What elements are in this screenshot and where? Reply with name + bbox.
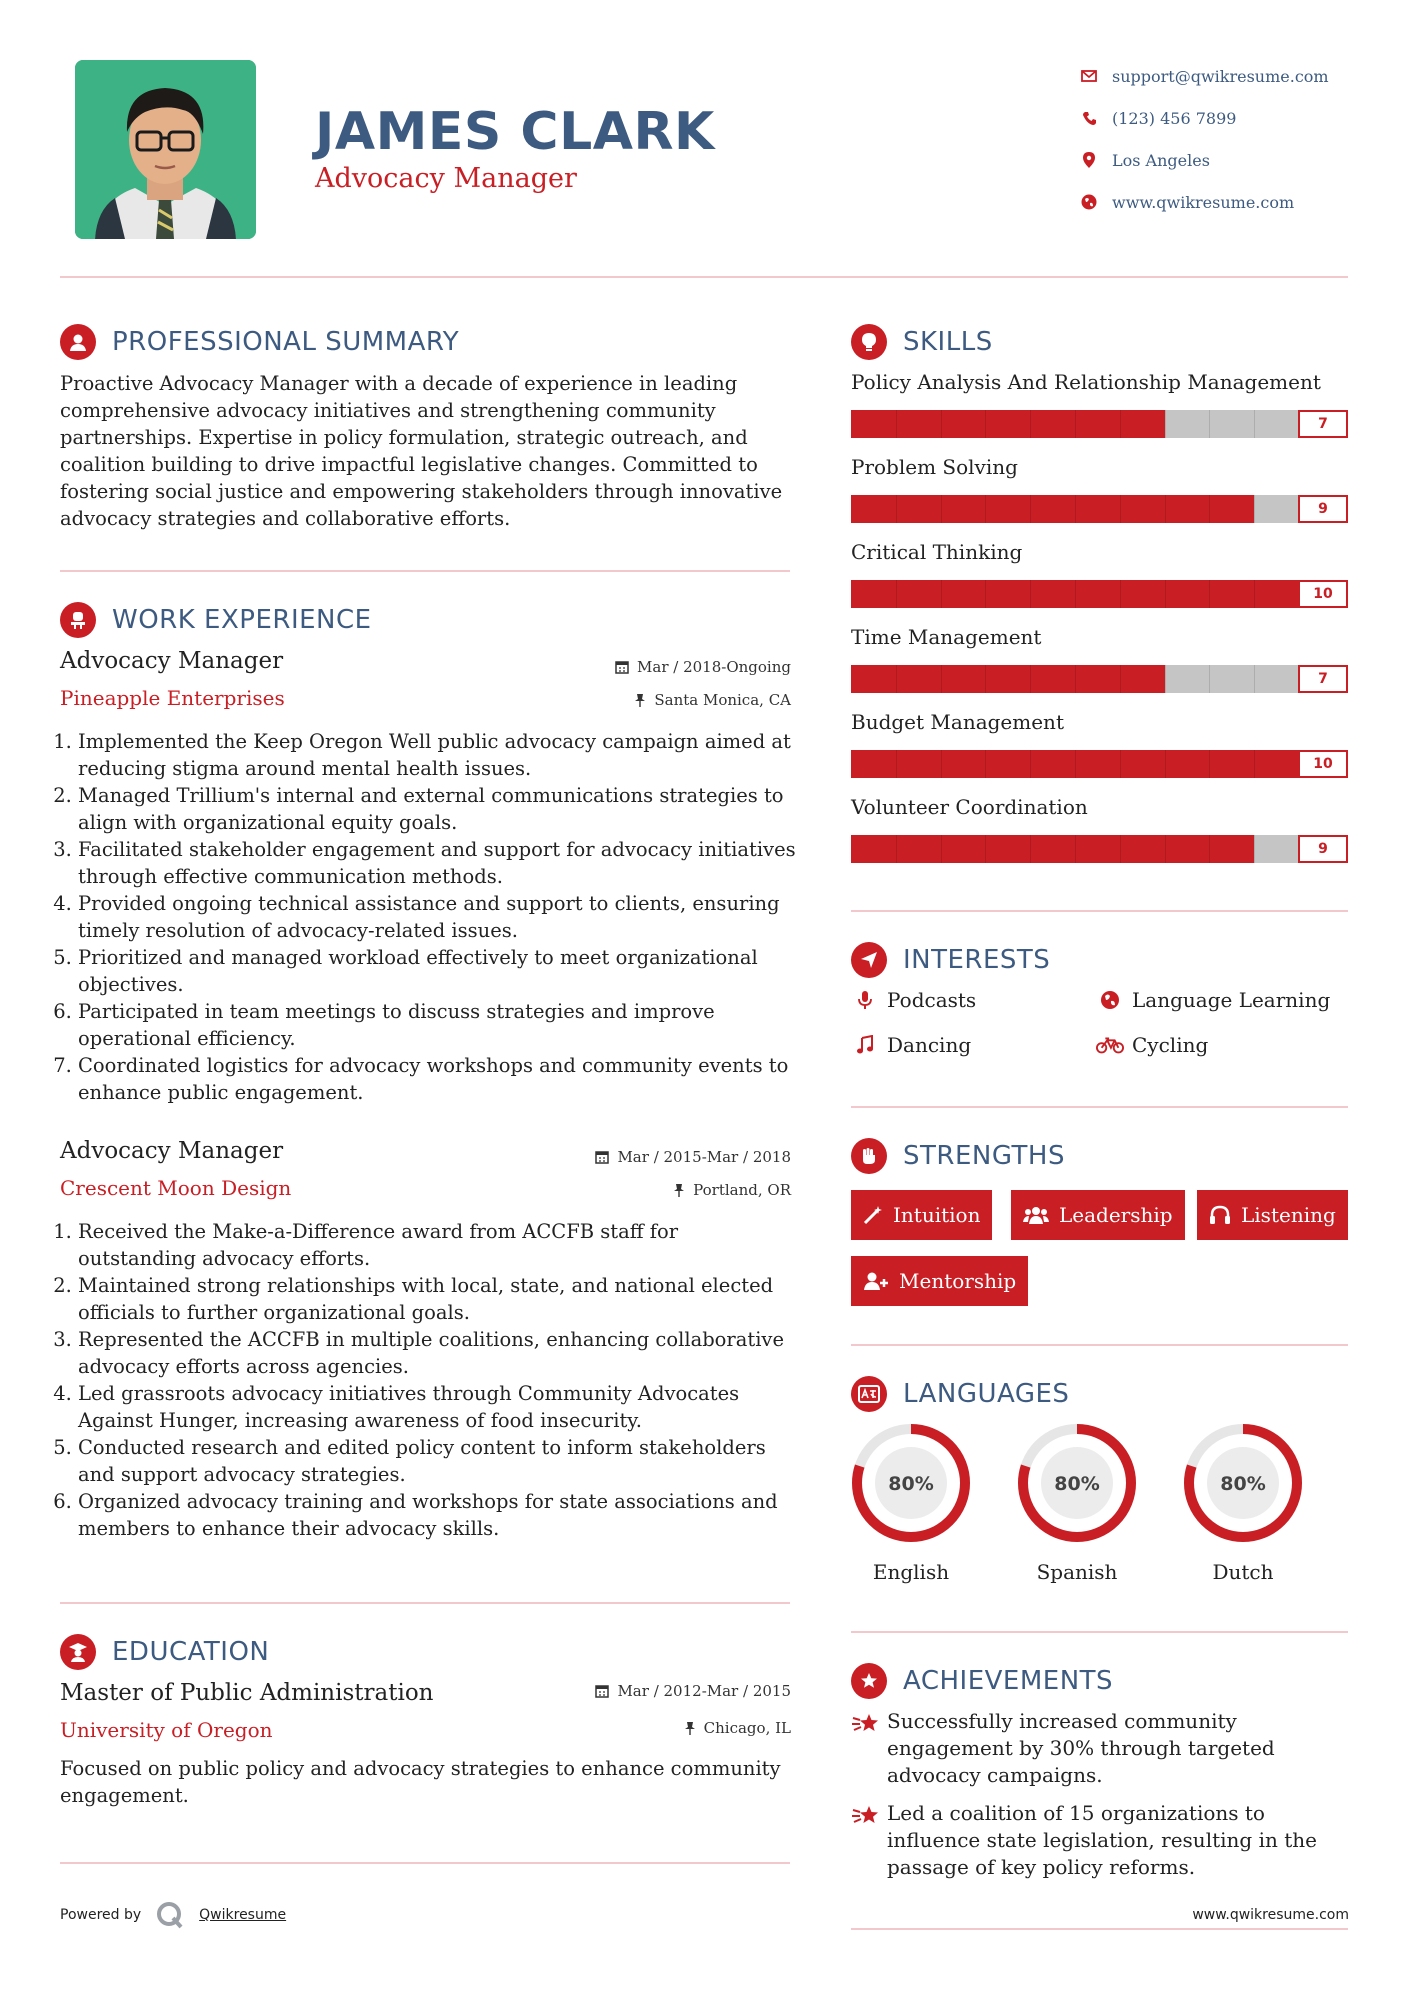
skill-bar-fill (851, 665, 1165, 693)
strength-label: Intuition (893, 1203, 981, 1227)
duty-item: 7. Coordinated logistics for advocacy workshops and community events to enhance public engagement. (78, 1052, 800, 1106)
education-dates (595, 1682, 791, 1700)
interest-item (851, 988, 976, 1012)
brand-link[interactable]: Qwikresume (199, 1907, 287, 1923)
interest-item (1096, 1033, 1208, 1057)
skill-bar-segment (941, 750, 942, 778)
job-1-dates (615, 658, 791, 676)
duty-item: 5. Prioritized and managed workload effectively to meet organizational objectives. (78, 944, 800, 998)
candidate-role: Advocacy Manager (315, 163, 577, 194)
header-divider (60, 276, 1348, 278)
footer-site[interactable]: www.qwikresume.com (1192, 1907, 1349, 1923)
experience-divider (60, 1602, 790, 1604)
skill-bar-segment (1075, 495, 1076, 523)
skill-bar-segment (1165, 495, 1166, 523)
strength-chip-listening (1197, 1190, 1348, 1240)
duty-item: 1. Received the Make-a-Difference award from ACCFB staff for outstanding advocacy efforts. (78, 1218, 800, 1272)
contact-email-text: support@qwikresume.com (1112, 66, 1329, 86)
skill-name: Problem Solving (851, 455, 1018, 479)
briefcase-icon (60, 602, 96, 638)
globe-icon (1096, 990, 1124, 1010)
interest-item (1096, 988, 1330, 1012)
language-item (1182, 1422, 1304, 1584)
experience-section-header (60, 602, 372, 638)
skill-name: Critical Thinking (851, 540, 1023, 564)
location-pin-icon (1072, 152, 1106, 168)
strengths-title: STRENGTHS (903, 1141, 1065, 1171)
skill-bar-segment (941, 835, 942, 863)
interest-item (851, 1033, 971, 1057)
skill-bar-segment (1165, 580, 1166, 608)
job-2-duties (60, 1218, 800, 1542)
skill-bar-segment (941, 580, 942, 608)
language-donut (850, 1422, 972, 1544)
duty-item: 1. Implemented the Keep Oregon Well public advocacy campaign aimed at reducing stigma around mental health issues. (78, 728, 800, 782)
language-item (1016, 1422, 1138, 1584)
skill-bar-segment (1120, 665, 1121, 693)
skill-bar-segment (1254, 665, 1255, 693)
job-1-title: Advocacy Manager (60, 648, 284, 674)
interest-label: Cycling (1132, 1033, 1209, 1057)
languages-title: LANGUAGES (903, 1379, 1070, 1409)
user-plus-icon (863, 1271, 889, 1291)
skill-bar (851, 835, 1299, 863)
calendar-icon (595, 1150, 609, 1164)
job-1-location (634, 691, 791, 709)
job-2-dates-text: Mar / 2015-Mar / 2018 (617, 1148, 791, 1166)
skill-bar-segment (1030, 750, 1031, 778)
skill-bar-segment (1165, 665, 1166, 693)
shooting-star-icon (851, 1708, 887, 1789)
language-item (850, 1422, 972, 1584)
strength-chip-intuition (851, 1190, 992, 1240)
skill-bar-segment (1209, 410, 1210, 438)
globe-icon (1072, 194, 1106, 210)
duty-item: 3. Facilitated stakeholder engagement and support for advocacy initiatives through effective communication methods. (78, 836, 800, 890)
skill-bar-segment (1165, 835, 1166, 863)
headphones-icon (1209, 1205, 1231, 1225)
languages-divider (851, 1631, 1348, 1633)
shooting-star-icon (851, 1800, 887, 1881)
skill-bar-segment (1209, 665, 1210, 693)
language-donut (1016, 1422, 1138, 1544)
contact-phone-text: (123) 456 7899 (1112, 108, 1237, 128)
skill-bar-fill (851, 410, 1165, 438)
skill-bar-segment (896, 750, 897, 778)
skill-bar-segment (1254, 580, 1255, 608)
summary-title: PROFESSIONAL SUMMARY (112, 327, 460, 357)
skill-bar-segment (985, 750, 986, 778)
strength-label: Mentorship (899, 1269, 1017, 1293)
skill-bar-segment (896, 835, 897, 863)
skill-bar-segment (1030, 580, 1031, 608)
graduate-icon (60, 1634, 96, 1670)
skill-bar-segment (1120, 580, 1121, 608)
duty-item: 5. Conducted research and edited policy content to inform stakeholders and support advocacy strategies. (78, 1434, 800, 1488)
skill-level: 9 (1298, 835, 1348, 863)
job-2-title: Advocacy Manager (60, 1138, 284, 1164)
skill-name: Volunteer Coordination (851, 795, 1088, 819)
interests-section-header (851, 942, 1050, 978)
language-percent: 80% (888, 1473, 934, 1495)
duty-item: 6. Participated in team meetings to discuss strategies and improve operational efficiency. (78, 998, 800, 1052)
skill-bar-segment (985, 580, 986, 608)
achievement-item (851, 1708, 1351, 1789)
language-donut (1182, 1422, 1304, 1544)
music-note-icon (851, 1035, 879, 1055)
duty-item: 4. Provided ongoing technical assistance and support to clients, ensuring timely resolution of advocacy-related issues. (78, 890, 800, 944)
skill-bar-segment (1075, 410, 1076, 438)
email-icon (1072, 70, 1106, 82)
skill-bar-segment (1120, 835, 1121, 863)
skill-bar-segment (985, 410, 986, 438)
contact-email[interactable] (1072, 55, 1382, 97)
calendar-icon (595, 1684, 609, 1698)
duty-item: 2. Maintained strong relationships with local, state, and national elected officials to further organizational goals. (78, 1272, 800, 1326)
education-divider (60, 1862, 790, 1864)
job-2-location (673, 1181, 791, 1199)
skill-level: 10 (1298, 750, 1348, 778)
skill-bar-segment (1254, 410, 1255, 438)
skill-level: 7 (1298, 410, 1348, 438)
summary-divider (60, 570, 790, 572)
interest-label: Dancing (887, 1033, 972, 1057)
achievements-section-header (851, 1663, 1113, 1699)
languages-section-header (851, 1376, 1069, 1412)
skill-bar (851, 410, 1299, 438)
achievement-text: Successfully increased community engagement by 30% through targeted advocacy campaigns. (887, 1709, 1275, 1787)
magic-wand-icon (863, 1205, 883, 1225)
education-location (684, 1719, 791, 1737)
skills-section-header (851, 324, 993, 360)
skills-divider (851, 910, 1348, 912)
skill-bar-segment (985, 495, 986, 523)
achievement-item (851, 1800, 1351, 1881)
skill-bar-segment (1165, 410, 1166, 438)
skill-bar-segment (985, 665, 986, 693)
skill-bar-segment (1165, 750, 1166, 778)
job-1-company: Pineapple Enterprises (60, 686, 285, 710)
summary-section-header (60, 324, 459, 360)
skill-bar-segment (896, 410, 897, 438)
skill-bar-segment (985, 835, 986, 863)
education-degree: Master of Public Administration (60, 1680, 434, 1706)
translate-icon (851, 1376, 887, 1412)
interests-divider (851, 1106, 1348, 1108)
language-name: Spanish (1036, 1560, 1118, 1584)
job-1-duties (60, 728, 800, 1106)
language-name: Dutch (1212, 1560, 1274, 1584)
interests-title: INTERESTS (903, 945, 1051, 975)
strengths-divider (851, 1344, 1348, 1346)
skill-level: 7 (1298, 665, 1348, 693)
user-icon (60, 324, 96, 360)
education-location-text: Chicago, IL (703, 1719, 791, 1737)
job-2-dates (595, 1148, 791, 1166)
duty-item: 6. Organized advocacy training and workshops for state associations and members to enhance their advocacy skills. (78, 1488, 800, 1542)
qwikresume-logo-icon (155, 1900, 185, 1930)
skill-bar-segment (1209, 495, 1210, 523)
skill-bar-segment (896, 580, 897, 608)
skill-bar-segment (1030, 665, 1031, 693)
language-percent: 80% (1220, 1473, 1266, 1495)
education-description: Focused on public policy and advocacy strategies to enhance community engagement. (60, 1757, 781, 1807)
achievements-title: ACHIEVEMENTS (903, 1666, 1114, 1696)
contact-location (1072, 139, 1382, 181)
skill-bar-segment (1030, 410, 1031, 438)
skill-bar-segment (1209, 580, 1210, 608)
interest-label: Podcasts (887, 988, 977, 1012)
skill-bar-segment (1209, 750, 1210, 778)
skill-name: Budget Management (851, 710, 1064, 734)
skill-bar-segment (1030, 835, 1031, 863)
powered-by-label: Powered by (60, 1907, 142, 1923)
experience-title: WORK EXPERIENCE (112, 605, 372, 635)
skill-bar-segment (941, 665, 942, 693)
contact-website[interactable] (1072, 181, 1382, 223)
duty-item: 4. Led grassroots advocacy initiatives through Community Advocates Against Hunger, increasing awareness of food insecurity. (78, 1380, 800, 1434)
language-name: English (872, 1560, 950, 1584)
skill-bar-fill (851, 495, 1254, 523)
strength-label: Leadership (1059, 1203, 1173, 1227)
footer-powered-by (60, 1900, 286, 1930)
calendar-icon (615, 660, 629, 674)
job-2-company: Crescent Moon Design (60, 1176, 292, 1200)
duty-item: 3. Represented the ACCFB in multiple coalitions, enhancing collaborative advocacy efforts across agencies. (78, 1326, 800, 1380)
skill-bar-segment (896, 495, 897, 523)
duty-item: 2. Managed Trillium's internal and external communications strategies to align with organizational equity goals. (78, 782, 800, 836)
skill-bar-segment (1120, 410, 1121, 438)
skill-bar (851, 750, 1299, 778)
star-badge-icon (851, 1663, 887, 1699)
contact-list (1072, 55, 1382, 223)
skill-bar-segment (896, 665, 897, 693)
job-2-location-text: Portland, OR (693, 1181, 791, 1199)
contact-location-text: Los Angeles (1112, 150, 1210, 170)
summary-text: Proactive Advocacy Manager with a decade of experience in leading comprehensive advocacy initiatives and strengthening community partnerships. Expertise in policy formulation, strategic outreach, and coalition building to drive impactful legislative changes. Committed to fostering social justice and empowering stakeholders through innovative advocacy strategies and collaborative efforts. (60, 372, 783, 530)
strength-chip-leadership (1011, 1190, 1185, 1240)
interest-label: Language Learning (1132, 988, 1331, 1012)
skill-name: Time Management (851, 625, 1042, 649)
skills-title: SKILLS (903, 327, 993, 357)
contact-website-text: www.qwikresume.com (1112, 192, 1295, 212)
skill-bar (851, 665, 1299, 693)
skill-bar-segment (1254, 750, 1255, 778)
education-school: University of Oregon (60, 1718, 273, 1742)
strengths-section-header (851, 1138, 1065, 1174)
education-dates-text: Mar / 2012-Mar / 2015 (617, 1682, 791, 1700)
skill-bar-segment (1075, 665, 1076, 693)
pushpin-icon (684, 1721, 696, 1735)
profile-photo (75, 60, 256, 239)
strength-label: Listening (1241, 1203, 1336, 1227)
pushpin-icon (634, 693, 646, 707)
skill-bar (851, 495, 1299, 523)
skill-bar-segment (941, 495, 942, 523)
pushpin-icon (673, 1183, 685, 1197)
bicycle-icon (1096, 1036, 1124, 1054)
education-title: EDUCATION (112, 1637, 270, 1667)
skill-bar-fill (851, 835, 1254, 863)
skill-bar-segment (941, 410, 942, 438)
paper-plane-icon (851, 942, 887, 978)
skill-bar-segment (1075, 835, 1076, 863)
lightbulb-icon (851, 324, 887, 360)
contact-phone[interactable] (1072, 97, 1382, 139)
education-section-header (60, 1634, 269, 1670)
microphone-icon (851, 990, 879, 1010)
skill-bar-segment (1075, 750, 1076, 778)
candidate-name: JAMES CLARK (315, 102, 715, 162)
footer-divider-left (851, 1928, 1348, 1930)
skill-name: Policy Analysis And Relationship Management (851, 370, 1321, 394)
fist-icon (851, 1138, 887, 1174)
skill-bar-segment (1254, 495, 1255, 523)
achievement-text: Led a coalition of 15 organizations to influence state legislation, resulting in the passage of key policy reforms. (887, 1801, 1317, 1879)
language-percent: 80% (1054, 1473, 1100, 1495)
skill-bar-segment (1120, 750, 1121, 778)
job-1-location-text: Santa Monica, CA (654, 691, 791, 709)
strength-chip-mentorship (851, 1256, 1028, 1306)
skill-bar-segment (1120, 495, 1121, 523)
group-icon (1023, 1205, 1049, 1225)
job-1-dates-text: Mar / 2018-Ongoing (637, 658, 791, 676)
skill-bar-segment (1209, 835, 1210, 863)
skill-bar-segment (1254, 835, 1255, 863)
skill-level: 9 (1298, 495, 1348, 523)
skill-level: 10 (1298, 580, 1348, 608)
skill-bar-segment (1075, 580, 1076, 608)
skill-bar (851, 580, 1299, 608)
skill-bar-segment (1030, 495, 1031, 523)
phone-icon (1072, 111, 1106, 126)
